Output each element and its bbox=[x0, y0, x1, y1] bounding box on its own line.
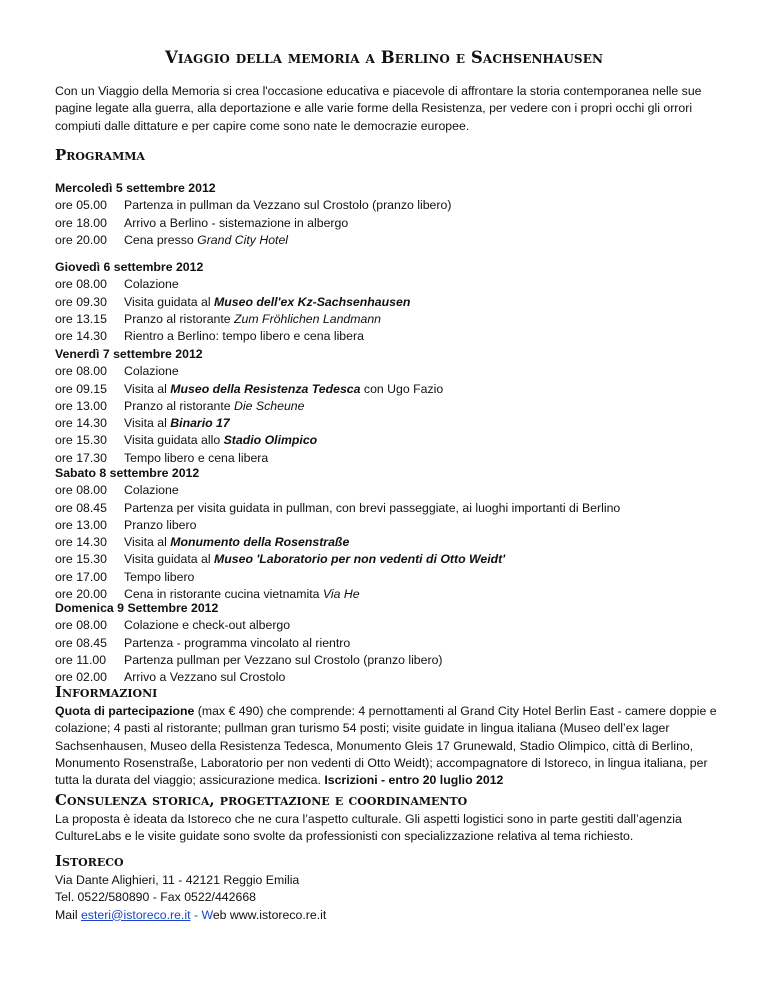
schedule-activity: con Ugo Fazio bbox=[360, 381, 444, 396]
day-block bbox=[55, 180, 715, 249]
schedule-row bbox=[55, 482, 715, 499]
schedule-row bbox=[55, 617, 715, 634]
web-w-letter: W bbox=[201, 907, 213, 922]
schedule-time: ore 08.00 bbox=[55, 277, 107, 292]
schedule-activity: Visita al bbox=[124, 381, 171, 396]
document-title: Viaggio della memoria a Berlino e Sachsenhausen bbox=[164, 48, 604, 67]
schedule-activity: Colazione bbox=[124, 364, 179, 379]
schedule-time: ore 14.30 bbox=[55, 416, 107, 431]
schedule-time: ore 08.00 bbox=[55, 483, 107, 498]
day-title: Sabato 8 settembre 2012 bbox=[55, 466, 200, 480]
schedule-time: ore 08.45 bbox=[55, 500, 107, 515]
day-title: Venerdì 7 settembre 2012 bbox=[55, 347, 203, 361]
schedule-time: ore 15.30 bbox=[55, 433, 107, 448]
schedule-activity: Museo dell'ex Kz-Sachsenhausen bbox=[214, 294, 411, 309]
intro-paragraph: Con un Viaggio della Memoria si crea l'occasione educativa e piacevole di affrontare la storia contemporanea nelle sue pagine legate alla guerra, alla deportazione e alle varie forme della Resistenza, per vedere con i propri occhi gli orrori compiuti dalle dittature e per capire come sono nate le democrazie europee. bbox=[55, 84, 702, 133]
schedule-time: ore 17.30 bbox=[55, 450, 107, 465]
schedule-row bbox=[55, 432, 715, 449]
istoreco-address: Via Dante Alighieri, 11 - 42121 Reggio Emilia bbox=[55, 873, 300, 887]
schedule-activity: Tempo libero e cena libera bbox=[124, 450, 269, 465]
mail-web-separator: - bbox=[190, 907, 202, 922]
schedule-row bbox=[55, 197, 715, 214]
schedule-row bbox=[55, 276, 715, 293]
schedule-row bbox=[55, 415, 715, 432]
schedule-activity: Cena in ristorante cucina vietnamita bbox=[124, 587, 323, 602]
web-text: eb www.istoreco.re.it bbox=[212, 907, 327, 922]
schedule-time: ore 11.00 bbox=[55, 652, 107, 667]
programma-heading: Programma bbox=[55, 146, 145, 164]
day-title: Giovedì 6 settembre 2012 bbox=[55, 260, 204, 274]
schedule-time: ore 20.00 bbox=[55, 232, 107, 247]
quota-text: (max € 490) che comprende: 4 pernottamenti al Grand City Hotel Berlin East - camere doppie e colazione; 4 pasti al ristorante; pullman gran turismo 54 posti; visite guidate in lingua italiana (Museo dell’ex lager Sachsenhausen, Museo della Resistenza Tedesca, Monumento Gleis 17 Grunewald, Stadio Olimpico, città di Berlino, Monumento Rosenstraße, Laboratorio per non vedenti di Otto Weidt); accompagnatore di Istoreco, in lingua italiana, per tutta la durata del viaggio; assicurazione medica. bbox=[55, 704, 717, 788]
schedule-activity: Partenza in pullman da Vezzano sul Crostolo (pranzo libero) bbox=[124, 198, 452, 213]
istoreco-mail-line bbox=[55, 907, 720, 924]
schedule-row bbox=[55, 328, 715, 345]
istoreco-heading: Istoreco bbox=[55, 852, 124, 870]
schedule-activity: Pranzo al ristorante bbox=[124, 398, 235, 413]
schedule-row bbox=[55, 534, 715, 551]
consulenza-paragraph: La proposta è ideata da Istoreco che ne cura l’aspetto culturale. Gli aspetti logistici sono in parte gestiti dall’agenzia CultureLabs e le visite guidate sono svolte da professionisti con specializzazione relativa al tema richiesto. bbox=[55, 812, 682, 844]
mail-label: Mail bbox=[55, 907, 81, 922]
istoreco-contacts bbox=[55, 872, 720, 924]
schedule-activity: Visita guidata al bbox=[124, 294, 215, 309]
schedule-row bbox=[55, 517, 715, 534]
schedule-activity: Arrivo a Vezzano sul Crostolo bbox=[124, 670, 286, 685]
schedule-time: ore 20.00 bbox=[55, 587, 107, 602]
day-block bbox=[55, 346, 715, 467]
consulenza-heading: Consulenza storica, progettazione e coordinamento bbox=[55, 791, 468, 809]
schedule-activity: Visita al bbox=[124, 535, 171, 550]
schedule-row bbox=[55, 569, 715, 586]
schedule-activity: Visita guidata allo bbox=[124, 433, 224, 448]
schedule-activity: Museo della Resistenza Tedesca bbox=[170, 381, 361, 396]
schedule-time: ore 09.15 bbox=[55, 381, 107, 396]
schedule-activity: Stadio Olimpico bbox=[223, 433, 318, 448]
schedule-activity: Binario 17 bbox=[170, 416, 230, 431]
schedule-activity: Visita guidata al bbox=[124, 552, 215, 567]
email-link[interactable]: esteri@istoreco.re.it bbox=[80, 907, 191, 922]
schedule-time: ore 14.30 bbox=[55, 535, 107, 550]
schedule-time: ore 13.15 bbox=[55, 311, 107, 326]
schedule-row bbox=[55, 215, 715, 232]
istoreco-phone: Tel. 0522/580890 - Fax 0522/442668 bbox=[55, 890, 257, 905]
schedule-row bbox=[55, 311, 715, 328]
schedule-row bbox=[55, 652, 715, 669]
iscrizioni-text: Iscrizioni - entro 20 luglio 2012 bbox=[324, 773, 504, 788]
day-title: Domenica 9 Settembre 2012 bbox=[55, 601, 219, 615]
schedule-row bbox=[55, 500, 715, 517]
schedule-activity: Monumento della Rosenstraße bbox=[170, 535, 350, 550]
schedule-time: ore 08.00 bbox=[55, 364, 107, 379]
schedule-activity: Pranzo libero bbox=[124, 517, 197, 532]
schedule-time: ore 14.30 bbox=[55, 329, 107, 344]
schedule-time: ore 17.00 bbox=[55, 569, 107, 584]
schedule-activity: Cena presso bbox=[124, 232, 198, 247]
schedule-row bbox=[55, 381, 715, 398]
informazioni-heading: Informazioni bbox=[55, 683, 158, 701]
schedule-time: ore 13.00 bbox=[55, 398, 107, 413]
schedule-time: ore 02.00 bbox=[55, 670, 107, 685]
schedule-row bbox=[55, 398, 715, 415]
schedule-activity: Colazione e check-out albergo bbox=[124, 618, 291, 633]
schedule-activity: Die Scheune bbox=[234, 398, 305, 413]
schedule-activity: Partenza - programma vincolato al rientro bbox=[124, 635, 351, 650]
schedule-row bbox=[55, 294, 715, 311]
schedule-activity: Arrivo a Berlino - sistemazione in albergo bbox=[124, 215, 349, 230]
schedule-activity: Partenza per visita guidata in pullman, con brevi passeggiate, ai luoghi importanti di Berlino bbox=[124, 500, 621, 515]
schedule-time: ore 13.00 bbox=[55, 517, 107, 532]
schedule-activity: Colazione bbox=[124, 277, 179, 292]
schedule-row bbox=[55, 551, 715, 568]
schedule-time: ore 09.30 bbox=[55, 294, 107, 309]
quota-label: Quota di partecipazione bbox=[55, 704, 195, 718]
schedule-activity: Visita al bbox=[124, 416, 171, 431]
schedule-activity: Zum Fröhlichen Landmann bbox=[234, 311, 382, 326]
schedule-activity: Colazione bbox=[124, 483, 179, 498]
schedule-time: ore 18.00 bbox=[55, 215, 107, 230]
day-block bbox=[55, 259, 715, 345]
schedule-activity: Grand City Hotel bbox=[197, 232, 289, 247]
schedule-row bbox=[55, 363, 715, 380]
schedule-activity: Rientro a Berlino: tempo libero e cena libera bbox=[124, 329, 364, 344]
schedule-row bbox=[55, 635, 715, 652]
schedule-activity: Partenza pullman per Vezzano sul Crostolo (pranzo libero) bbox=[124, 652, 443, 667]
day-title: Mercoledì 5 settembre 2012 bbox=[55, 181, 216, 195]
day-block bbox=[55, 600, 715, 686]
schedule-activity: Pranzo al ristorante bbox=[124, 311, 235, 326]
schedule-time: ore 08.00 bbox=[55, 618, 107, 633]
schedule-time: ore 15.30 bbox=[55, 552, 107, 567]
schedule-row bbox=[55, 232, 715, 249]
schedule-activity: Tempo libero bbox=[124, 569, 195, 584]
schedule-time: ore 05.00 bbox=[55, 198, 107, 213]
schedule-activity: Museo 'Laboratorio per non vedenti di Otto Weidt' bbox=[214, 552, 506, 567]
schedule-activity: Via He bbox=[322, 587, 360, 602]
day-block bbox=[55, 465, 715, 603]
informazioni-paragraph bbox=[55, 703, 720, 789]
schedule-time: ore 08.45 bbox=[55, 635, 107, 650]
